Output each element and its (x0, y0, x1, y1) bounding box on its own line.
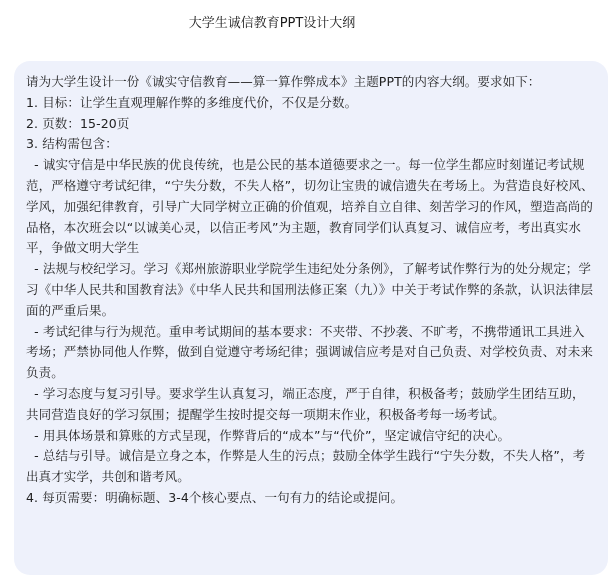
sub-item-text: 诚实守信是中华民族的优良传统，也是公民的基本道德要求之一。每一位学生都应时刻谨记考试规范，严格遵守考试纪律，“宁失分数，不失人格”，切勿让宝贵的诚信遗失在考场上。为营造良好校风、学风，加强纪律教育，引导广大同学树立正确的价值观，培养自立自律、刻苦学习的作风，塑造高尚的品格，本次班会以“以诚美心灵，以信正考风”为主题，教育同学们认真复习、诚信应考，考出真实水平，争做文明大学生 (26, 157, 594, 256)
sub-item-text: 法规与校纪学习。学习《郑州旅游职业学院学生违纪处分条例》，了解考试作弊行为的处分规定；学习《中华人民共和国教育法》《中华人民共和国刑法修正案（九）》中关于考试作弊的条款，认识法律层面的严重后果。 (26, 261, 594, 318)
list-text: 结构需包含： (42, 136, 118, 152)
sub-item-text: 总结与引导。诚信是立身之本，作弊是人生的污点；鼓励全体学生践行“宁失分数，不失人格”，考出真才实学，共创和谐考风。 (26, 448, 586, 485)
bullet-dash: - (26, 427, 43, 443)
bullet-dash: - (26, 385, 43, 401)
sub-item-integrity-tradition (26, 155, 596, 259)
list-item-per-page (26, 488, 596, 509)
list-text: 目标：让学生直观理解作弊的多维度代价，不仅是分数。 (42, 94, 358, 110)
sub-item-cost-scenarios (26, 426, 596, 447)
sub-item-regulations (26, 259, 596, 321)
message-intro: 请为大学生设计一份《诚实守信教育——算一算作弊成本》主题PPT的内容大纲。要求如下： (26, 74, 541, 89)
bullet-dash: - (26, 261, 43, 277)
bullet-dash: - (26, 323, 43, 339)
sub-item-text: 学习态度与复习引导。要求学生认真复习，端正态度，严于自律，积极备考；鼓励学生团结互助，共同营造良好的学习氛围；提醒学生按时提交每一项期末作业，积极备考每一场考试。 (26, 385, 585, 422)
list-text: 每页需要：明确标题、3-4个核心要点、一句有力的结论或提问。 (42, 489, 404, 505)
bullet-dash: - (26, 448, 43, 464)
list-item-pages (26, 114, 596, 135)
list-item-goal (26, 93, 596, 114)
sub-item-summary (26, 446, 596, 488)
sub-item-text: 考试纪律与行为规范。重申考试期间的基本要求：不夹带、不抄袭、不旷考，不携带通讯工具进入考场；严禁协同他人作弊，做到自觉遵守考场纪律；强调诚信应考是对自己负责、对学校负责、对未来负责。 (26, 323, 594, 381)
sub-item-study-attitude (26, 384, 596, 426)
list-text: 页数：15-20页 (42, 115, 130, 131)
list-number: 1. (26, 94, 43, 110)
page-title: 大学生诚信教育PPT设计大纲 (188, 16, 356, 31)
sub-item-exam-discipline (26, 322, 596, 384)
user-message-bubble (14, 61, 608, 575)
list-number: 4. (26, 489, 43, 505)
list-number: 2. (26, 115, 43, 131)
sub-item-text: 用具体场景和算账的方式呈现，作弊背后的“成本”与“代价”，坚定诚信守纪的决心。 (42, 427, 511, 443)
list-item-structure (26, 134, 596, 155)
list-number: 3. (26, 136, 43, 152)
bullet-dash: - (26, 157, 43, 173)
